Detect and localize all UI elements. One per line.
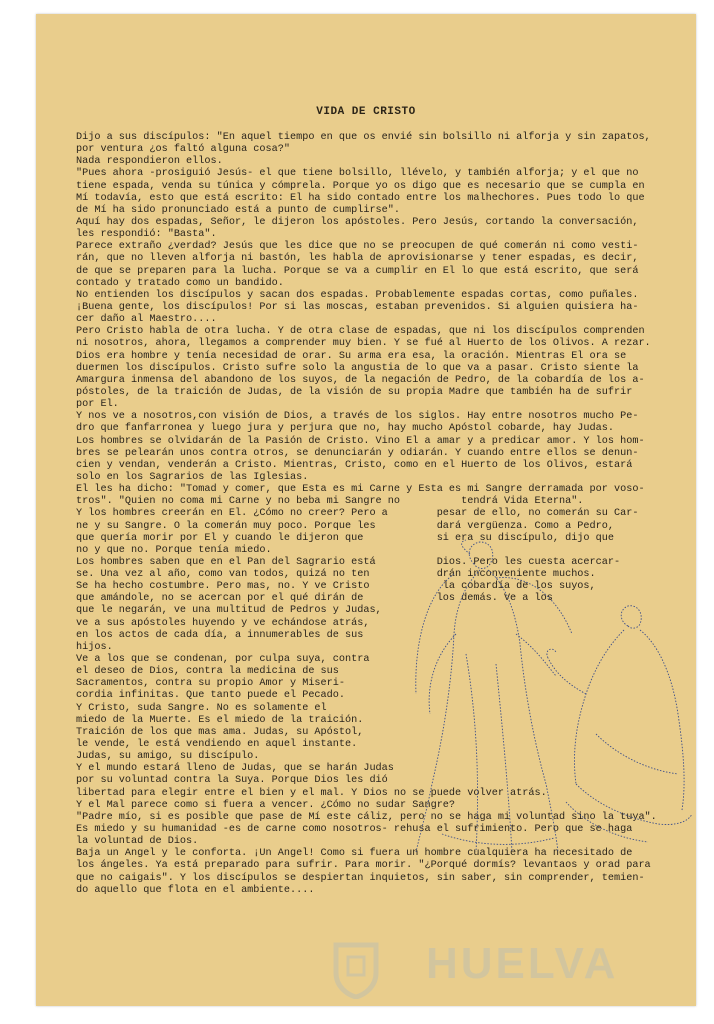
- text-line: cien y vendan, venderán a Cristo. Mientras, Cristo, como en el Huerto de los Olivos, estará: [76, 459, 633, 471]
- document-sheet: [36, 14, 696, 1006]
- text-line: cordia infinitas. Que tanto puede el Pecado.: [76, 690, 345, 702]
- text-line: bres se pelearán unos contra otros, se denunciarán y odiarán. Y cuando entre ellos se denun-: [76, 447, 639, 459]
- text-line: Judas, su amigo, su discípulo.: [76, 751, 260, 763]
- text-line: por El.: [76, 399, 119, 411]
- text-line: Es miedo y su humanidad -es de carne como nosotros- rehusa el sufrimiento. Pero que se haga: [76, 824, 633, 836]
- text-line: que le negarán, ve una multitud de Pedros y Judas,: [76, 605, 382, 617]
- text-line: dro que fanfarronea y luego jura y perjura que no, hay mucho Apóstol cobarde, hay Judas.: [76, 423, 614, 435]
- text-line: Pero Cristo habla de otra lucha. Y de otra clase de espadas, que ni los discípulos comprenden: [76, 326, 645, 338]
- text-line: rán, que no lleven alforja ni bastón, les habla de aprovisionarse y tener espadas, es decir,: [76, 253, 639, 265]
- text-line: Traición de los que mas ama. Judas, su Apóstol,: [76, 726, 364, 738]
- text-line: Los hombres saben que en el Pan del Sagrario está Dios. Pero les cuesta acercar-: [76, 556, 621, 568]
- text-line: Sacramentos, contra su propio Amor y Miseri-: [76, 678, 345, 690]
- watermark: [306, 939, 676, 999]
- text-line: Y el Mal parece como si fuera a vencer. ¿Cómo no sudar Sangre?: [76, 799, 456, 811]
- text-line: la voluntad de Dios.: [76, 836, 199, 848]
- text-line: Y Cristo, suda Sangre. No es solamente el: [76, 702, 327, 714]
- text-line: Ve a los que se condenan, por culpa suya, contra: [76, 654, 370, 666]
- text-line: "Padre mío, si es posible que pase de Mí este cáliz, pero no se haga mi voluntad sino la tuya".: [76, 811, 657, 823]
- text-line: miedo de la Muerte. Es el miedo de la traición.: [76, 714, 364, 726]
- text-line: no y que no. Porque tenía miedo.: [76, 544, 272, 556]
- text-line: el deseo de Dios, contra la medicina de sus: [76, 666, 339, 678]
- text-line: ve a sus apóstoles huyendo y ve echándose atrás,: [76, 617, 370, 629]
- text-line: Baja un Angel y le conforta. ¡Un Angel! Como si fuera un hombre cualquiera ha necesitado de: [76, 848, 633, 860]
- text-line: Nada respondieron ellos.: [76, 156, 223, 168]
- text-line: que quería morir por El y cuando le dijeron que si era su discípulo, dijo que: [76, 532, 614, 544]
- text-line: Los hombres se olvidarán de la Pasión de Cristo. Vino El a amar y a predicar amor. Y los hom-: [76, 435, 645, 447]
- text-line: do aquello que flota en el ambiente....: [76, 884, 315, 896]
- text-line: cer daño al Maestro....: [76, 314, 217, 326]
- watermark-text: HUELVA: [426, 939, 619, 988]
- text-line: tiene espada, venda su túnica y cómprela. Porque yo os digo que es necesario que se cumpla en: [76, 180, 645, 192]
- text-line: en los actos de cada día, a innumerables de sus: [76, 629, 364, 641]
- text-line: Se ha hecho costumbre. Pero mas, no. Y ve Cristo la cobardía de los suyos,: [76, 581, 596, 593]
- text-line: Y los hombres creerán en El. ¿Cómo no creer? Pero a pesar de ello, no comerán su Car-: [76, 508, 639, 520]
- text-line: les respondió: "Basta".: [76, 229, 217, 241]
- text-line: que no caigais". Y los discípulos se despiertan inquietos, sin saber, sin comprender, temien-: [76, 872, 645, 884]
- angel-and-christ-illustration: [396, 534, 696, 864]
- text-line: le vende, le está vendiendo en aquel instante.: [76, 739, 358, 751]
- text-line: "Pues ahora -prosiguió Jesús- el que tiene bolsillo, llévelo, y también alforja; y el que no: [76, 168, 639, 180]
- text-line: solo en los Sagrarios de las Iglesias.: [76, 471, 309, 483]
- text-line: No entienden los discípulos y sacan dos espadas. Probablemente espadas cortas, como puñales.: [76, 289, 639, 301]
- text-line: se. Una vez al año, como van todos, quizá no ten drán inconveniente muchos.: [76, 569, 596, 581]
- text-line: ne y su Sangre. O la comerán muy poco. Porque les dará vergüenza. Como a Pedro,: [76, 520, 614, 532]
- text-line: contado y tratado como un bandido.: [76, 277, 284, 289]
- text-line: duermen los discípulos. Cristo sufre solo la angustia de lo que va a pasar. Cristo siente la: [76, 362, 639, 374]
- text-line: ¡Buena gente, los discípulos! Por si las moscas, estaban prevenidos. Si alguien quisiera ha-: [76, 301, 639, 313]
- text-line: póstoles, de la traición de Judas, de la visión de su propia Madre que también ha de sufrir: [76, 386, 633, 398]
- text-line: Aquí hay dos espadas, Señor, le dijeron los apóstoles. Pero Jesús, cortando la conversación,: [76, 216, 639, 228]
- text-line: por su voluntad contra la Suya. Porque Dios les dió: [76, 775, 388, 787]
- text-line: ni nosotros, ahora, llegamos a comprender muy bien. Y se fué al Huerto de los Olivos. A rezar.: [76, 338, 651, 350]
- text-line: hijos.: [76, 641, 113, 653]
- text-line: El les ha dicho: "Tomad y comer, que Esta es mi Carne y Esta es mi Sangre derramada por voso-: [76, 484, 645, 496]
- text-line: Mí todavía, esto que está escrito: El ha sido contado entre los malhechores. Pues todo lo que: [76, 192, 645, 204]
- shield-icon: [306, 939, 406, 999]
- text-line: Y el mundo estará lleno de Judas, que se harán Judas: [76, 763, 394, 775]
- text-line: tros". "Quien no coma mi Carne y no beba mi Sangre no tendrá Vida Eterna".: [76, 496, 584, 508]
- text-line: Dijo a sus discípulos: "En aquel tiempo en que os envié sin bolsillo ni alforja y sin zapatos,: [76, 132, 651, 143]
- document-title: VIDA DE CRISTO: [316, 106, 416, 118]
- text-line: Parece extraño ¿verdad? Jesús que les dice que no se preocupen de qué comerán ni como vesti-: [76, 241, 639, 253]
- text-line: libertad para elegir entre el bien y el mal. Y Dios no se puede volver atrás.: [76, 787, 547, 799]
- text-line: de que se preparen para la lucha. Porque se va a cumplir en El lo que está escrito, que será: [76, 265, 639, 277]
- text-line: Y nos ve a nosotros,con visión de Dios, a través de los siglos. Hay entre nosotros mucho Pe-: [76, 411, 639, 423]
- text-line: por ventura ¿os faltó alguna cosa?": [76, 144, 290, 156]
- text-line: los ángeles. Ya está preparado para sufrir. Para morir. "¿Porqué dormís? levantaos y orad para: [76, 860, 651, 872]
- text-line: Dios era hombre y tenía necesidad de orar. Su arma era esa, la oración. Mientras El ora se: [76, 350, 627, 362]
- text-line: Amargura inmensa del abandono de los suyos, de la negación de Pedro, de la cobardía de los a-: [76, 374, 645, 386]
- text-line: que amándole, no se acercan por el qué dirán de los demás. Ve a los: [76, 593, 553, 605]
- text-line: de Mí ha sido pronunciado está a punto de cumplirse".: [76, 204, 401, 216]
